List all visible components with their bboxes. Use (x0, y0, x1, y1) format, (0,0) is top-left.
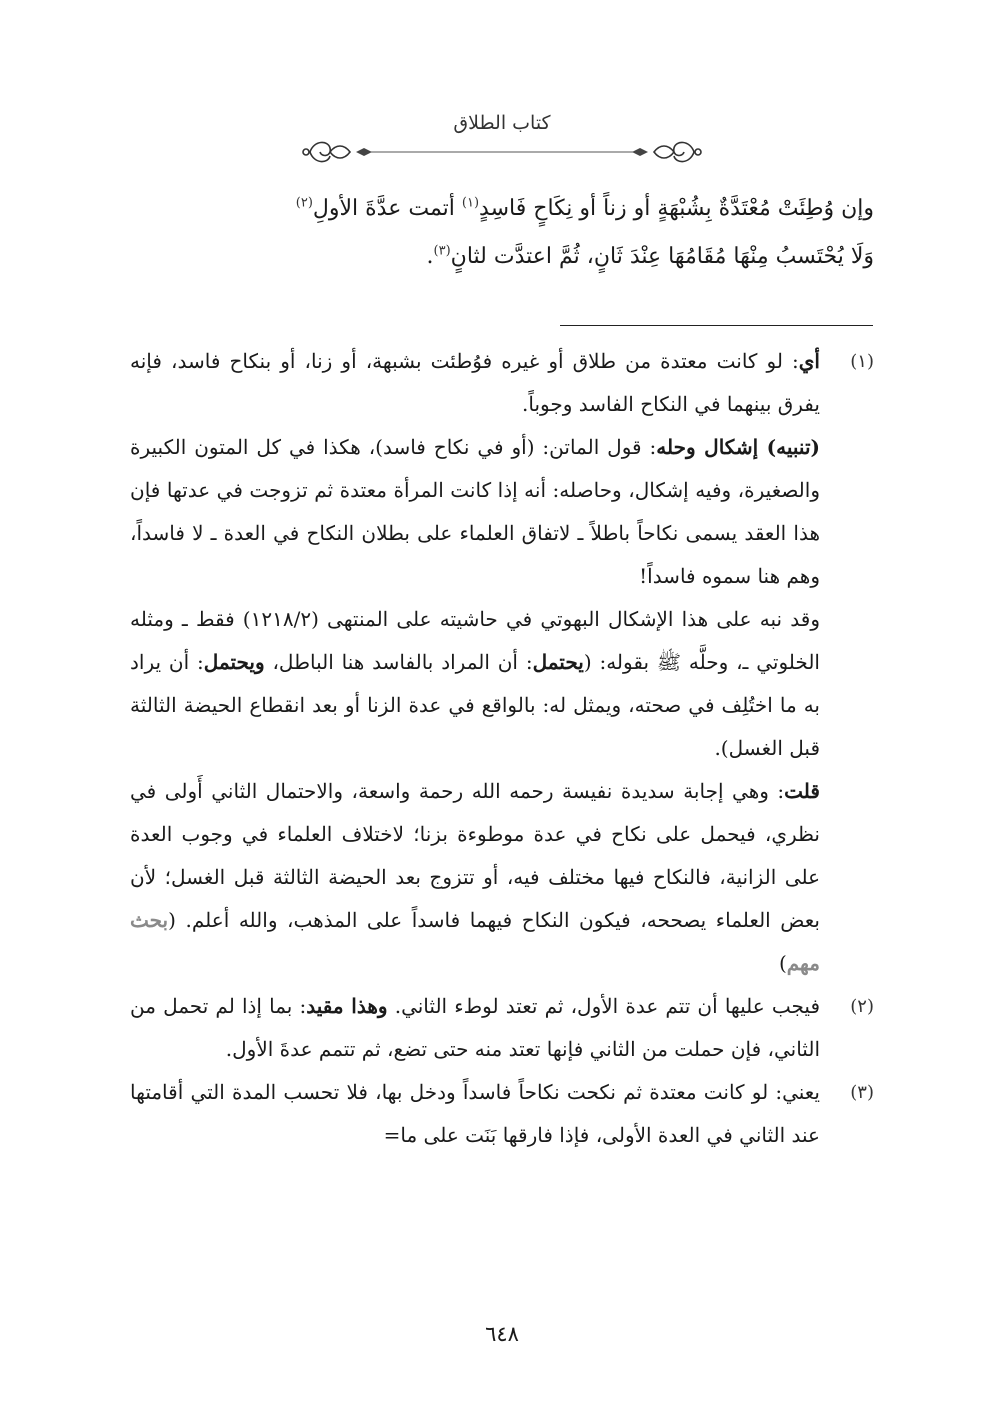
footnote-ref-2[interactable]: (٢) (295, 195, 313, 211)
running-header-title: كتاب الطلاق (453, 112, 551, 134)
footnote-2 (130, 985, 874, 1071)
footnote-number: (٢) (850, 996, 874, 1017)
main-text (130, 185, 874, 281)
footnote-2-text: فيجب عليها أن تتم عدة الأول، ثم تعتد لوطء الثاني. وهذا مقيد: بما إذا لم تحمل من الثاني، فإن حملت من الثاني فإنها تعتد منه حتى تضع، ثم تتمم عدةَ الأول. (130, 994, 820, 1061)
footnote-ref-3[interactable]: (٣) (433, 243, 451, 259)
header-ornament-divider (300, 136, 704, 166)
footnote-number: (٣) (850, 1082, 874, 1103)
footnote-ref-1[interactable]: (١) (461, 195, 480, 211)
footnote-3-text: يعني: لو كانت معتدة ثم نكحت نكاحاً فاسداً ودخل بها، فلا تحسب المدة التي أقامتها عند الثاني في العدة الأولى، فإذا فارقها بَنَت على ما= (130, 1080, 820, 1147)
footnote-separator (560, 325, 873, 326)
footnote-1-para-2: (تنبيه) إشكال وحله: قول الماتن: (أو في نكاح فاسد)، هكذا في كل المتون الكبيرة والصغيرة، وفيه إشكال، وحاصله: أنه إذا كانت المرأة معتدة ثم تزوجت في عدتها فإن هذا العقد يسمى نكاحاً باطلاً ـ لاتفاق العلماء على بطلان النكاح في العدة ـ لا فاسداً، وهم هنا سموه فاسداً! (130, 435, 820, 588)
main-line-1: وإن وُطِئَتْ مُعْتَدَّةٌ بِشُبْهَةٍ أو زناً أو نِكَاحٍ فَاسِدٍ$^{(١)}$ أتمت عدَّةَ الأولِ$^{(٢)}$ (295, 195, 874, 221)
main-line-2: وَلَا يُحْتَسبُ مِنْهَا مُقَامُهَا عِنْدَ ثَانٍ، ثُمَّ اعتدَّت لثانٍ$^{(٣)}$. (426, 243, 874, 269)
footnote-1-para-1: أي: لو كانت معتدة من طلاق أو غيره فوُطئت بشبهة، أو زنا، أو بنكاح فاسد، فإنه يفرق بينهما في النكاح الفاسد وجوباً. (130, 349, 820, 416)
footnote-3 (130, 1071, 874, 1157)
footnote-1-para-4: قلت: وهي إجابة سديدة نفيسة رحمه الله رحمة واسعة، والاحتمال الثاني أَولى في نظري، فيحمل على نكاح في عدة موطوءة بزنا؛ لاختلاف العلماء في وجوب العدة على الزانية، فالنكاح فيها مختلف فيه، أو تتزوج بعد الحيضة الثالثة قبل الغسل؛ لأن بعض العلماء يصححه، فيكون النكاح فيهما فاسداً على المذهب، والله أعلم. (بحث مهم) (130, 779, 820, 975)
footnote-number: (١) (850, 351, 874, 372)
footnote-1-para-3: وقد نبه على هذا الإشكال البهوتي في حاشيته على المنتهى (١٢١٨/٢) فقط ـ ومثله الخلوتي ـ، وحلَّه ﷺ بقوله: (يحتمل: أن المراد بالفاسد هنا الباطل، ويحتمل: أن يراد به ما اختُلِف في صحته، ويمثل له: بالواقع في عدة الزنا أو بعد انقطاع الحيضة الثالثة قبل الغسل). (130, 607, 820, 760)
footnotes (130, 340, 874, 1157)
footnote-1 (130, 340, 874, 985)
important-research-tag: بحث مهم (130, 908, 820, 975)
page-number: ٦٤٨ (485, 1322, 519, 1346)
